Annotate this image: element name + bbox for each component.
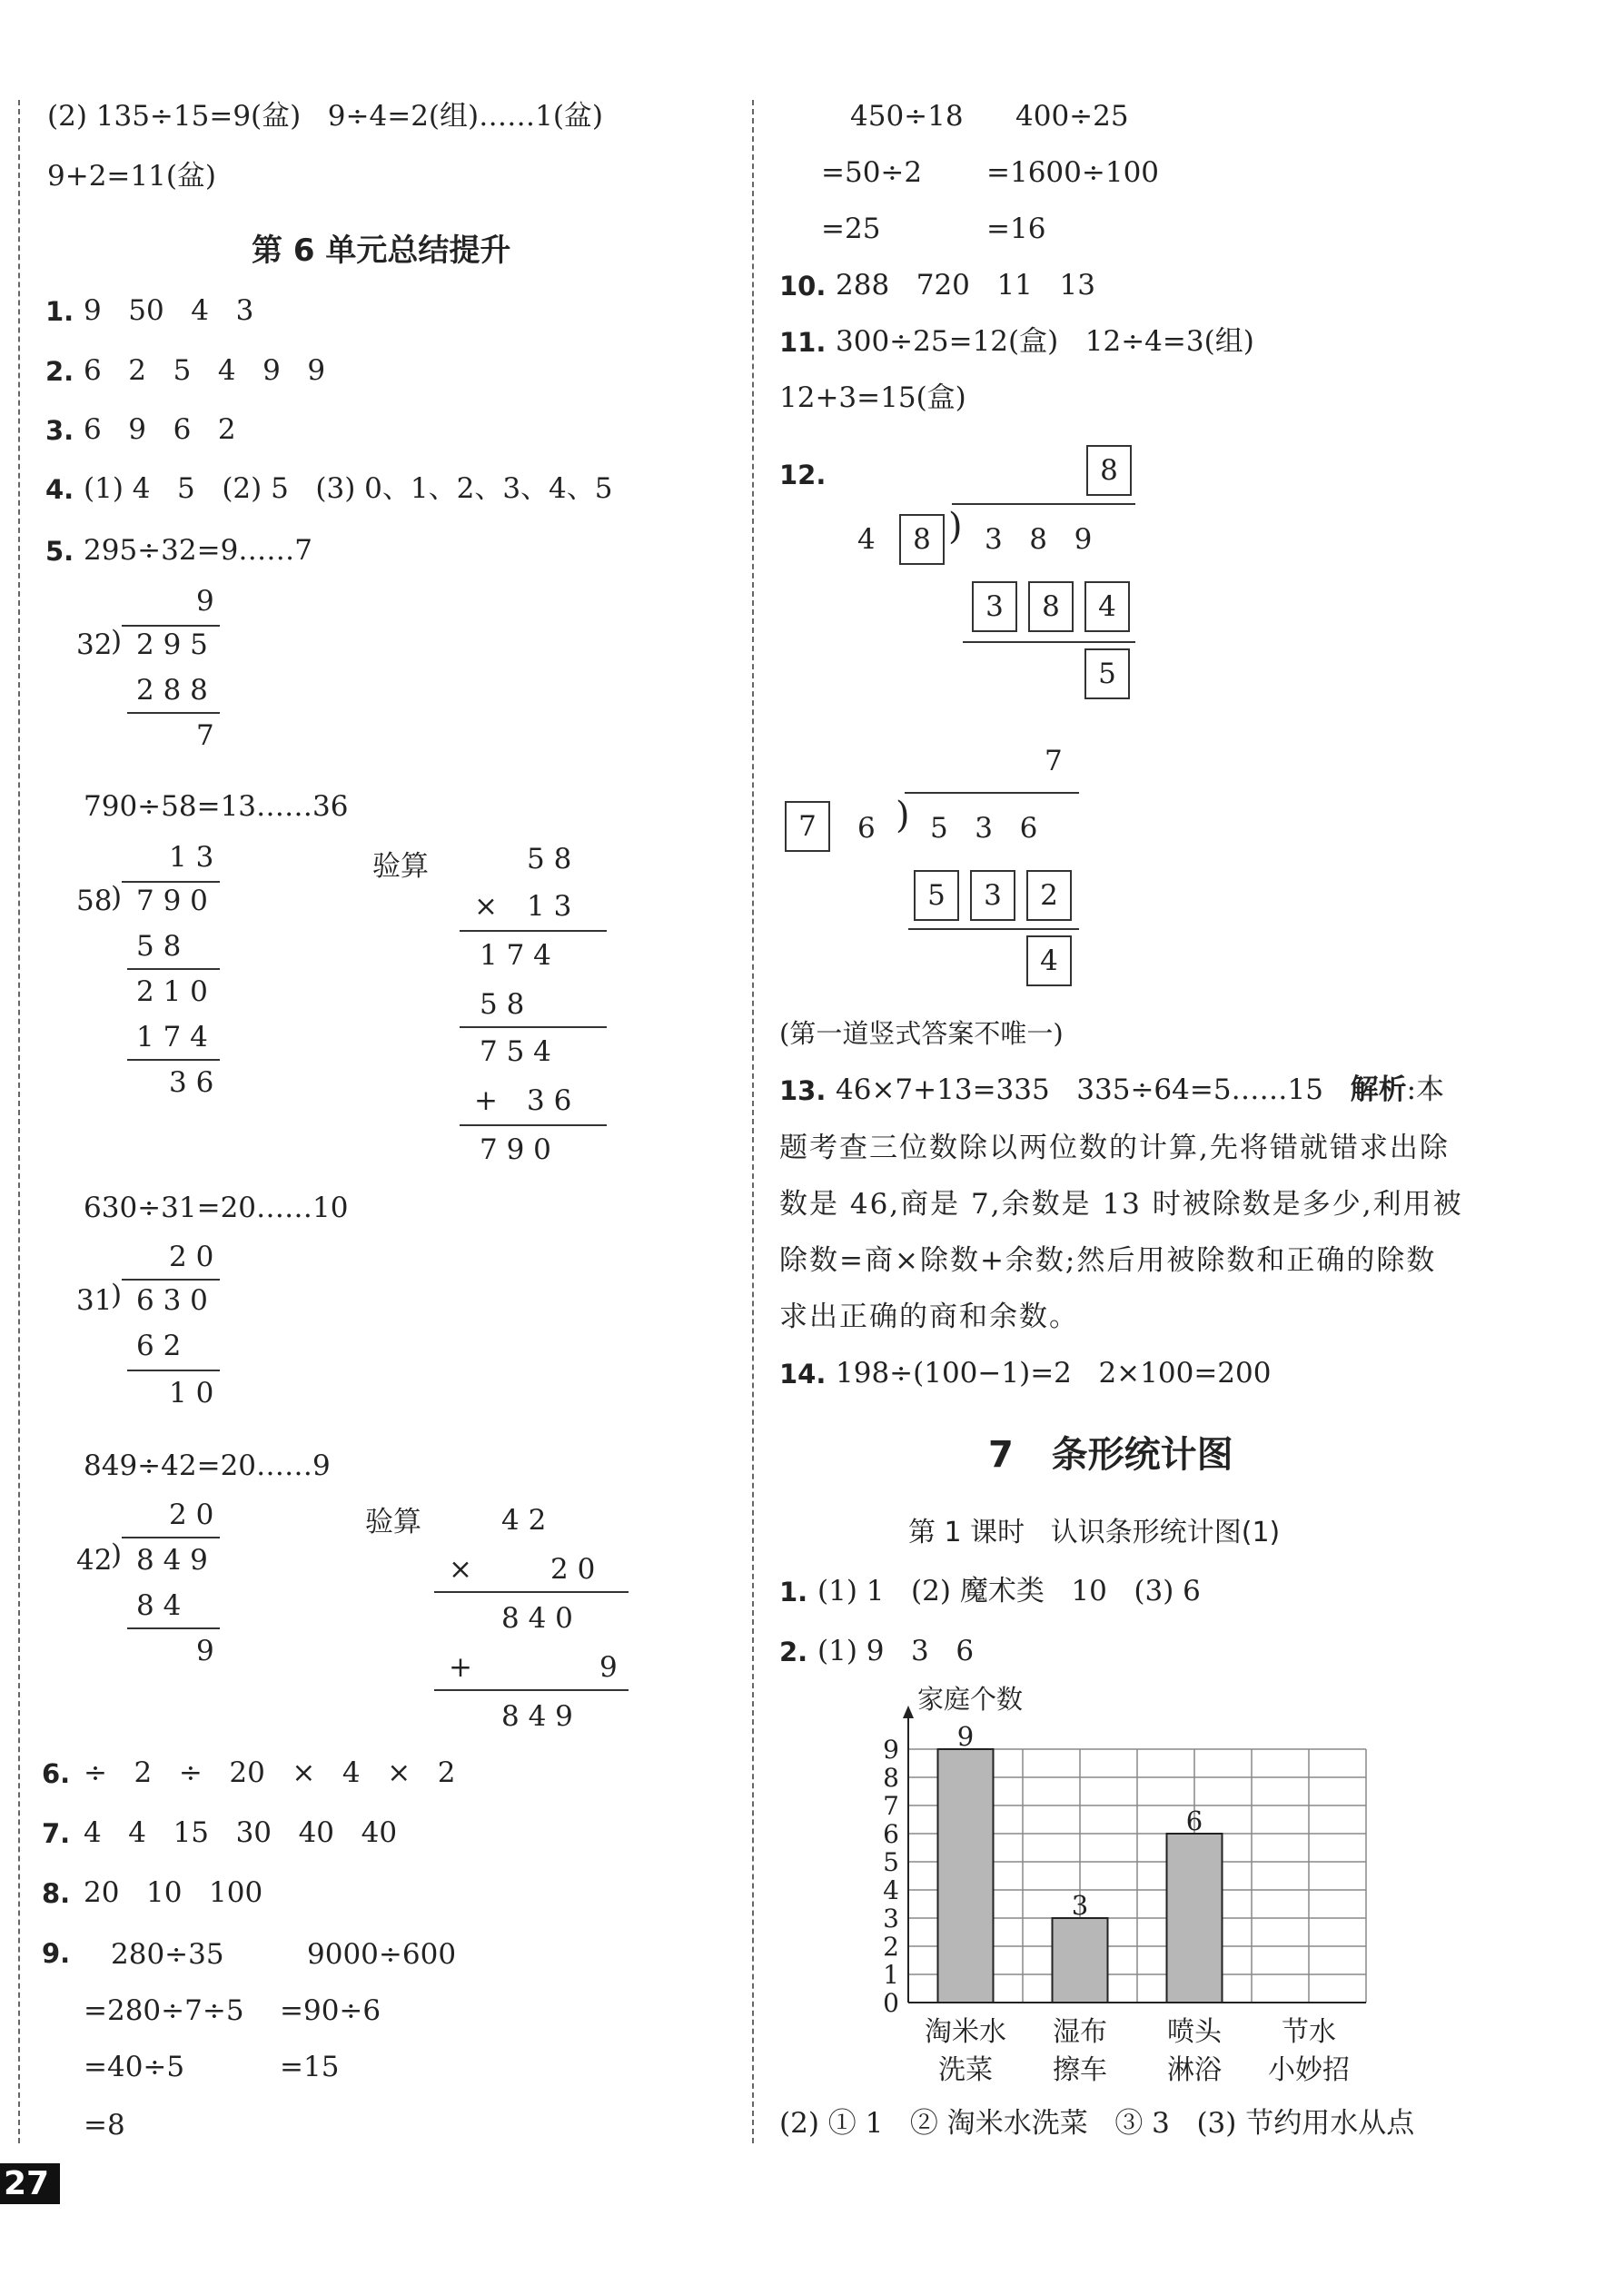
question-number: 14. xyxy=(779,1359,827,1390)
answer-box: 5 xyxy=(914,870,959,921)
result: 8 4 9 xyxy=(501,1700,573,1733)
note: (第一道竖式答案不唯一) xyxy=(779,1018,1064,1049)
analysis-line: 除数=商×除数+余数;然后用被除数和正确的除数 xyxy=(779,1244,1437,1277)
analysis-line: 求出正确的商和余数。 xyxy=(779,1301,1079,1333)
quotient: 2 0 xyxy=(169,1241,214,1273)
answer-box: 3 xyxy=(972,581,1017,632)
rule xyxy=(127,712,220,714)
category-label: 节水 xyxy=(1282,2016,1336,2048)
step: =50÷2 xyxy=(821,156,923,189)
divisor: 6 xyxy=(857,812,876,845)
question-number: 10. xyxy=(779,271,827,302)
y-tick-label: 6 xyxy=(883,1819,899,1849)
subtrahend: 8 4 xyxy=(136,1589,182,1622)
question-number: 1. xyxy=(779,1577,808,1607)
bracket: ) xyxy=(948,506,963,548)
y-tick-label: 0 xyxy=(883,1988,899,2018)
column-divider xyxy=(752,100,754,2143)
subtrahend: 6 2 xyxy=(136,1330,182,1362)
rule xyxy=(908,928,1079,930)
question-number: 2. xyxy=(45,356,74,387)
multiplier: 1 3 xyxy=(527,890,572,923)
category-label: 洗菜 xyxy=(938,2054,993,2086)
answer: ÷ 2 ÷ 20 × 4 × 2 xyxy=(84,1756,456,1789)
rule xyxy=(460,930,607,932)
step: 400÷25 xyxy=(1015,100,1129,133)
category-label: 喷头 xyxy=(1167,2016,1222,2048)
page-number: 27 xyxy=(0,2163,60,2204)
analysis-label: 解析 xyxy=(1350,1073,1407,1106)
question-number: 12. xyxy=(779,460,827,490)
y-axis-label: 家庭个数 xyxy=(917,1684,1024,1715)
dividend: 2 9 5 xyxy=(136,628,208,661)
question-number: 1. xyxy=(45,296,74,327)
dividend: 3 8 9 xyxy=(985,523,1093,556)
bar xyxy=(1053,1918,1108,2003)
answer-box: 8 xyxy=(1028,581,1074,632)
rule xyxy=(434,1591,629,1593)
step: 450÷18 xyxy=(850,100,964,133)
y-tick-label: 7 xyxy=(883,1791,899,1821)
dividend: 7 9 0 xyxy=(136,885,208,917)
step: =40÷5 xyxy=(84,2051,185,2083)
dividend: 6 3 0 xyxy=(136,1284,208,1317)
y-tick-label: 8 xyxy=(883,1763,899,1793)
y-tick-label: 2 xyxy=(883,1932,899,1962)
question-number: 6. xyxy=(42,1758,71,1789)
answer: 295÷32=9……7 xyxy=(84,534,313,567)
category-label: 湿布 xyxy=(1053,2016,1107,2048)
category-label: 小妙招 xyxy=(1268,2054,1350,2086)
quotient: 2 0 xyxy=(169,1499,214,1531)
equation: 849÷42=20……9 xyxy=(84,1449,331,1482)
step: =280÷7÷5 xyxy=(84,1994,244,2027)
partial-product: 1 7 4 xyxy=(480,939,551,972)
answer: (1) 4 5 (2) 5 (3) 0、1、2、3、4、5 xyxy=(84,472,613,505)
addend: 9 xyxy=(599,1651,618,1684)
partial: 2 1 0 xyxy=(136,975,208,1008)
rule xyxy=(460,1026,607,1028)
rule xyxy=(127,968,220,970)
divisor: 4 xyxy=(857,523,876,556)
remainder: 9 xyxy=(196,1635,214,1667)
question-number: 11. xyxy=(779,327,827,358)
answer-box: 4 xyxy=(1026,935,1072,986)
equation: 790÷58=13……36 xyxy=(84,790,349,823)
remainder: 3 6 xyxy=(169,1066,214,1099)
rule xyxy=(127,1627,220,1629)
y-tick-label: 5 xyxy=(883,1847,899,1877)
step: =1600÷100 xyxy=(986,156,1160,189)
multiplier: 2 0 xyxy=(550,1553,596,1586)
rule xyxy=(460,1124,607,1126)
step: =90÷6 xyxy=(280,1994,381,2027)
bracket: ) xyxy=(111,625,123,658)
times-sign: × xyxy=(449,1553,472,1586)
answer-box: 4 xyxy=(1084,581,1130,632)
rule xyxy=(963,641,1135,643)
answer: 300÷25=12(盒) 12÷4=3(组) xyxy=(836,325,1254,358)
answer: 20 10 100 xyxy=(84,1876,263,1909)
quotient: 1 3 xyxy=(169,841,214,874)
data-label: 3 xyxy=(1071,1890,1089,1921)
partial-product: 5 8 xyxy=(480,988,525,1021)
answer: (1) 1 (2) 魔术类 10 (3) 6 xyxy=(817,1575,1201,1607)
answer: (2) ① 1 ② 淘米水洗菜 ③ 3 (3) 节约用水从点 xyxy=(779,2107,1415,2140)
result: 7 9 0 xyxy=(480,1133,551,1166)
y-tick-label: 9 xyxy=(883,1735,899,1765)
division-bar xyxy=(952,503,1135,505)
quotient: 9 xyxy=(196,585,214,618)
plus-sign: + xyxy=(474,1084,498,1117)
plus-sign: + xyxy=(449,1651,472,1684)
chapter-title: 7 条形统计图 xyxy=(988,1434,1233,1476)
data-label: 9 xyxy=(956,1721,975,1752)
answer-box: 2 xyxy=(1026,870,1072,921)
division-bar xyxy=(905,792,1079,794)
step: =15 xyxy=(280,2051,340,2083)
subtrahend: 1 7 4 xyxy=(136,1021,208,1053)
category-label: 淘米水 xyxy=(925,2016,1006,2048)
y-tick-label: 4 xyxy=(883,1875,899,1905)
dividend: 8 4 9 xyxy=(136,1544,208,1577)
check-label: 验算 xyxy=(365,1506,421,1538)
answer: 4 4 15 30 40 40 xyxy=(84,1816,398,1849)
left-margin-rule xyxy=(18,100,20,2143)
question-number: 3. xyxy=(45,415,74,446)
analysis-line: 题考查三位数除以两位数的计算,先将错就错求出除 xyxy=(779,1132,1450,1164)
division-bar xyxy=(122,1537,220,1538)
answer-box: 7 xyxy=(785,801,830,852)
step: 280÷35 xyxy=(111,1938,224,1971)
multiplicand: 5 8 xyxy=(527,843,572,875)
bar-chart xyxy=(872,1680,1381,2086)
rule xyxy=(127,1059,220,1061)
y-tick-label: 1 xyxy=(883,1960,899,1990)
remainder: 7 xyxy=(196,719,214,752)
question-number: 7. xyxy=(42,1818,71,1849)
bracket: ) xyxy=(896,795,910,836)
data-label: 6 xyxy=(1185,1805,1203,1836)
subtrahend: 5 8 xyxy=(136,930,182,963)
answer-box: 8 xyxy=(899,514,945,565)
step: =16 xyxy=(986,213,1046,245)
answer-text: 46×7+13=335 335÷64=5……15 xyxy=(836,1073,1351,1106)
bar xyxy=(1167,1834,1223,2003)
rule xyxy=(434,1689,629,1691)
answer: 198÷(100−1)=2 2×100=200 xyxy=(836,1357,1272,1390)
step: 9000÷600 xyxy=(307,1938,457,1971)
analysis-text: :本 xyxy=(1406,1073,1445,1106)
partial-product: 8 4 0 xyxy=(501,1602,573,1635)
question-number: 5. xyxy=(45,536,74,567)
bar xyxy=(938,1749,994,2003)
question-number: 8. xyxy=(42,1878,71,1909)
question-number: 9. xyxy=(42,1938,71,1969)
dividend: 5 3 6 xyxy=(930,812,1038,845)
subtrahend: 2 8 8 xyxy=(136,674,208,707)
text-line: 9+2=11(盆) xyxy=(47,160,217,193)
divisor: 32 xyxy=(76,628,113,661)
answer xyxy=(836,1072,1444,1108)
bracket: ) xyxy=(111,1538,123,1571)
times-sign: × xyxy=(474,890,498,923)
lesson-title: 第 1 课时 认识条形统计图(1) xyxy=(908,1517,1281,1548)
analysis-line: 数是 46,商是 7,余数是 13 时被除数是多少,利用被 xyxy=(779,1188,1463,1221)
divisor: 42 xyxy=(76,1544,113,1577)
answer: 288 720 11 13 xyxy=(836,269,1095,302)
quotient: 7 xyxy=(1045,745,1063,777)
bracket: ) xyxy=(111,881,123,914)
divisor: 58 xyxy=(76,885,113,917)
rule xyxy=(127,1370,220,1371)
section-title: 第 6 单元总结提升 xyxy=(252,232,511,269)
category-label: 淋浴 xyxy=(1167,2054,1222,2086)
y-tick-label: 3 xyxy=(883,1904,899,1934)
bracket: ) xyxy=(111,1279,123,1311)
multiplicand: 4 2 xyxy=(501,1504,547,1537)
category-label: 擦车 xyxy=(1053,2054,1107,2086)
question-number: 13. xyxy=(779,1075,827,1106)
answer: (1) 9 3 6 xyxy=(817,1635,975,1667)
answer: 6 9 6 2 xyxy=(84,413,236,446)
step: =8 xyxy=(84,2109,125,2141)
product: 7 5 4 xyxy=(480,1035,551,1068)
answer-box: 5 xyxy=(1084,648,1130,699)
answer-box: 8 xyxy=(1086,445,1132,496)
divisor: 31 xyxy=(76,1284,113,1317)
step: =25 xyxy=(821,213,881,245)
answer: 9 50 4 3 xyxy=(84,294,254,327)
addend: 3 6 xyxy=(527,1084,572,1117)
y-axis-arrow xyxy=(903,1706,914,1718)
question-number: 4. xyxy=(45,474,74,505)
answer: 12+3=15(盒) xyxy=(779,381,966,414)
text-line: (2) 135÷15=9(盆) 9÷4=2(组)……1(盆) xyxy=(47,100,604,133)
answer-box: 3 xyxy=(970,870,1015,921)
division-bar xyxy=(122,1279,220,1281)
check-label: 验算 xyxy=(372,850,429,883)
answer: 6 2 5 4 9 9 xyxy=(84,354,326,387)
question-number: 2. xyxy=(779,1637,808,1667)
equation: 630÷31=20……10 xyxy=(84,1192,349,1224)
remainder: 1 0 xyxy=(169,1377,214,1410)
